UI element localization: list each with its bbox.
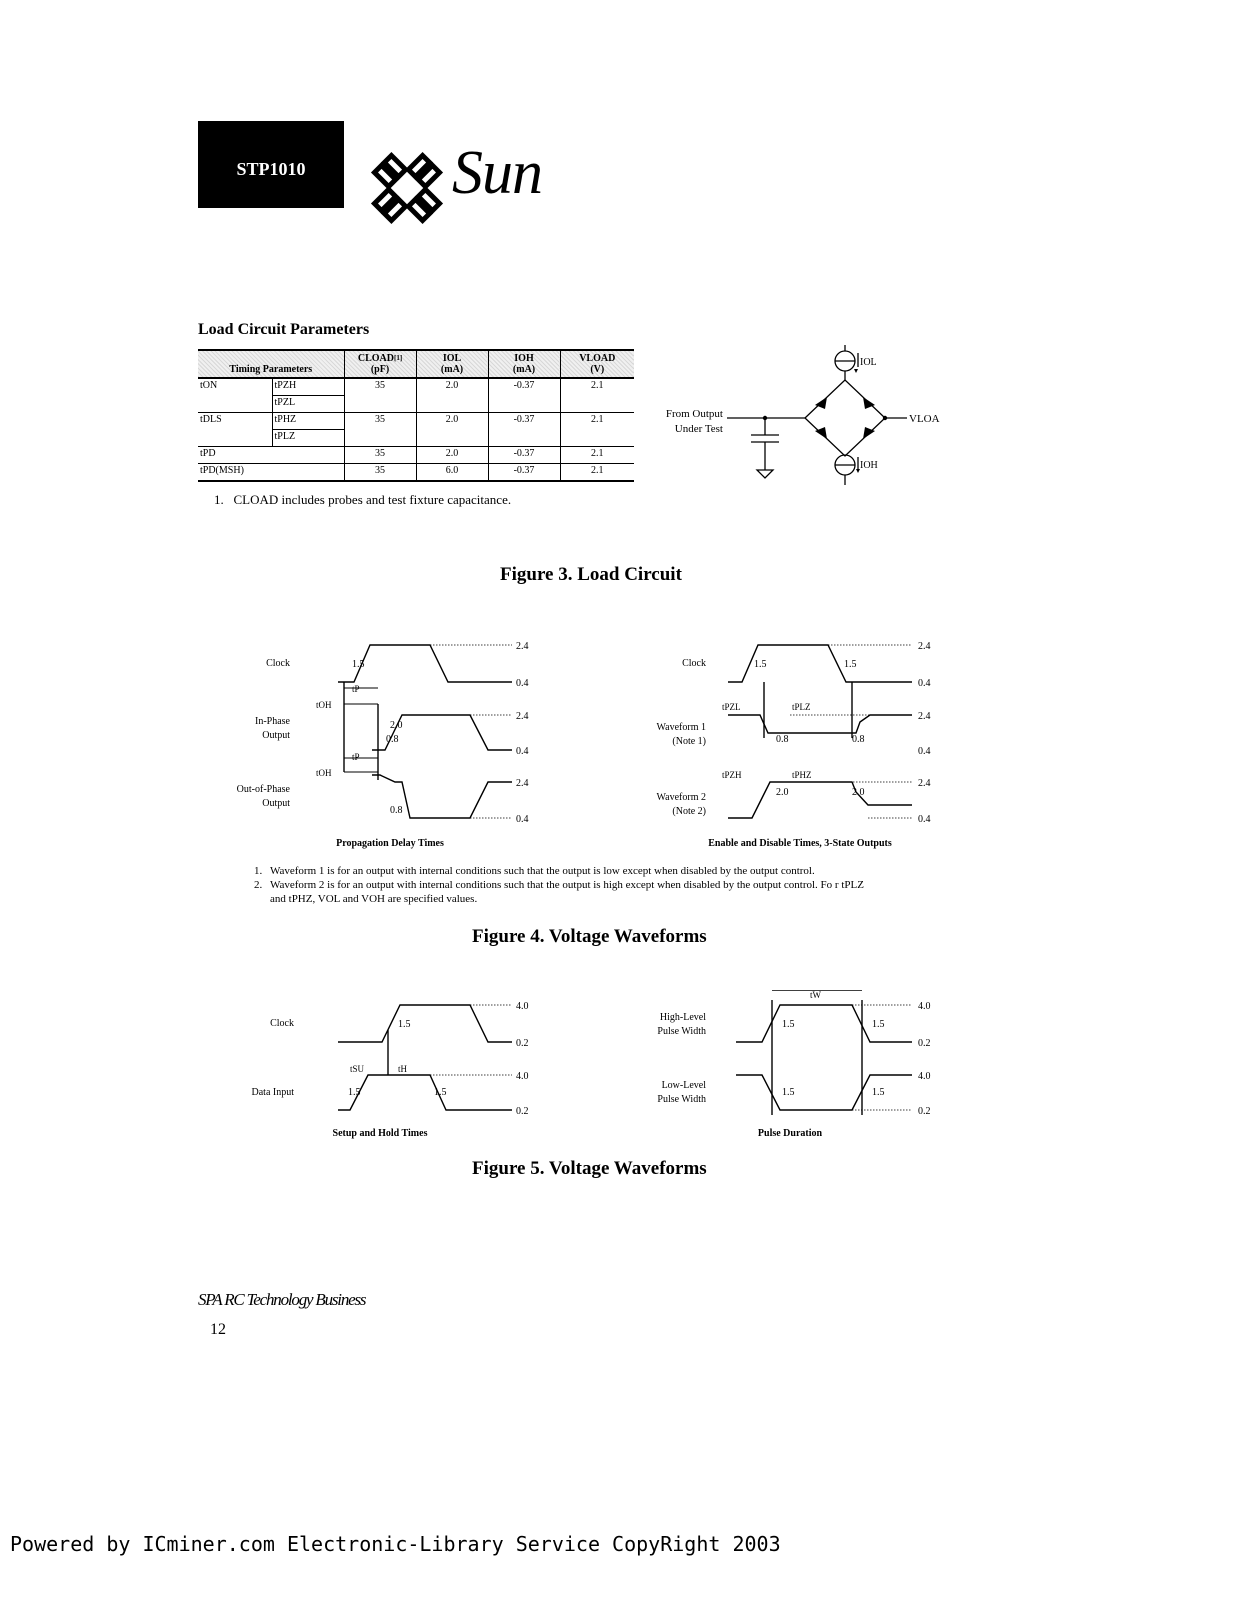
level-label: 0.4 [918, 814, 931, 825]
figure5-caption: Figure 5. Voltage Waveforms [472, 1158, 707, 1179]
pulse-duration-caption: Pulse Duration [757, 1128, 823, 1139]
threshold-label: 1.5 [352, 659, 365, 670]
threshold-label: 1.5 [782, 1087, 795, 1098]
row-tpd-iol: 2.0 [416, 447, 488, 464]
table-row [198, 464, 634, 482]
high-level-label-2: Pulse Width [657, 1026, 706, 1037]
tplz-label: tPLZ [792, 702, 811, 712]
threshold-label: 1.5 [348, 1087, 361, 1098]
low-level-label-1: Low-Level [661, 1080, 706, 1091]
header-iol-unit: (mA) [440, 364, 464, 375]
part-number-box [198, 121, 344, 208]
header-iol-label: IOL [442, 353, 462, 364]
enable-disable-caption: Enable and Disable Times, 3-State Outputs [708, 838, 892, 849]
row-tpd-vload: 2.1 [560, 447, 634, 464]
tp-label: tP [352, 684, 360, 694]
threshold-label: 2.0 [390, 720, 403, 731]
header-vload-label: VLOAD [579, 353, 616, 364]
level-label: 2.4 [918, 641, 931, 652]
th-label: tH [398, 1064, 407, 1074]
table-row [198, 413, 634, 430]
level-label: 0.2 [918, 1038, 931, 1049]
level-label: 0.4 [918, 746, 931, 757]
propagation-delay-diagram [230, 630, 560, 850]
level-label: 2.4 [918, 711, 931, 722]
powered-by-banner: Powered by ICminer.com Electronic-Library Service CopyRight 2003 [10, 1532, 781, 1556]
figure4-notes [254, 864, 864, 906]
threshold-label: 0.8 [390, 805, 403, 816]
ioh-label: IOH [860, 460, 878, 471]
row-tdls-iol: 2.0 [416, 413, 488, 447]
from-output-label: From Output [665, 408, 723, 420]
level-label: 0.4 [918, 678, 931, 689]
section-title: Load Circuit Parameters [198, 321, 370, 338]
tpzh-label: tPZH [722, 770, 742, 780]
footnote-text: CLOAD includes probes and test fixture capacitance. [233, 492, 512, 507]
threshold-label: 0.8 [386, 734, 399, 745]
header-cload [344, 350, 416, 378]
threshold-label: 1.5 [398, 1019, 411, 1030]
row-tpdmsh-ioh: -0.37 [488, 464, 560, 482]
page-number: 12 [210, 1321, 226, 1338]
header-vload-unit: (V) [590, 364, 605, 375]
waveform2-note: (Note 2) [672, 806, 706, 817]
row-tpdmsh-cload: 35 [344, 464, 416, 482]
table-header-row [198, 350, 634, 378]
row-ton-sub1: tPZH [272, 378, 344, 396]
header-ioh [488, 350, 560, 378]
figure3-caption: Figure 3. Load Circuit [500, 564, 682, 585]
threshold-label: 2.0 [852, 787, 865, 798]
vload-label: VLOA [909, 413, 940, 425]
level-label: 0.4 [516, 814, 529, 825]
level-label: 2.4 [516, 711, 529, 722]
header-ioh-label: IOH [514, 353, 534, 364]
footnote-number: 1. [214, 492, 224, 507]
low-level-label-2: Pulse Width [657, 1094, 706, 1105]
high-level-label-1: High-Level [659, 1012, 706, 1023]
table-footnote [214, 492, 511, 508]
threshold-label: 1.5 [754, 659, 767, 670]
footer-business: SPA RC Technology Business [198, 1290, 366, 1309]
waveform2-label: Waveform 2 [656, 792, 706, 803]
threshold-label: 1.5 [872, 1019, 885, 1030]
level-label: 4.0 [516, 1001, 529, 1012]
part-number: STP1010 [236, 159, 306, 179]
header-cload-sup: [1] [393, 354, 403, 362]
toh-label: tOH [316, 700, 332, 710]
row-tdls-sub2: tPLZ [272, 430, 344, 447]
row-tpdmsh-iol: 6.0 [416, 464, 488, 482]
level-label: 4.0 [918, 1071, 931, 1082]
waveform1-label: Waveform 1 [656, 722, 706, 733]
note-text: Waveform 2 is for an output with internal conditions such that the output is high except when disabled by the output control. Fo r tPLZ [270, 879, 864, 891]
propagation-caption: Propagation Delay Times [336, 838, 444, 849]
header-vload [560, 350, 634, 378]
level-label: 0.4 [516, 746, 529, 757]
inphase-label-2: Output [262, 730, 290, 741]
level-label: 2.4 [918, 778, 931, 789]
setup-hold-diagram [230, 990, 560, 1140]
note-item [254, 878, 864, 892]
brand-name: Sun [452, 139, 542, 207]
row-tpdmsh-vload: 2.1 [560, 464, 634, 482]
note-text: Waveform 1 is for an output with internal conditions such that the output is low except when disabled by the output control. [270, 865, 815, 877]
note-number: 1. [254, 865, 263, 877]
load-parameters-table [198, 349, 634, 482]
row-tdls-param: tDLS [198, 413, 272, 447]
row-tpd-ioh: -0.37 [488, 447, 560, 464]
note-item [254, 864, 864, 878]
level-label: 4.0 [516, 1071, 529, 1082]
level-label: 0.4 [516, 678, 529, 689]
header-iol [416, 350, 488, 378]
note-number: 2. [254, 879, 263, 891]
row-ton-sub2: tPZL [272, 396, 344, 413]
threshold-label: 1.5 [872, 1087, 885, 1098]
level-label: 4.0 [918, 1001, 931, 1012]
figure4-caption: Figure 4. Voltage Waveforms [472, 926, 707, 947]
toh-label: tOH [316, 768, 332, 778]
note-item [254, 892, 864, 906]
threshold-label: 1.5 [434, 1087, 447, 1098]
tp-label: tP [352, 752, 360, 762]
iol-label: IOL [860, 357, 877, 368]
clock-label: Clock [270, 1018, 294, 1029]
tpzl-label: tPZL [722, 702, 741, 712]
level-label: 2.4 [516, 641, 529, 652]
row-tdls-vload: 2.1 [560, 413, 634, 447]
row-tdls-sub1: tPHZ [272, 413, 344, 430]
setup-hold-caption: Setup and Hold Times [332, 1128, 428, 1139]
tphz-label: tPHZ [792, 770, 812, 780]
row-tpd-cload: 35 [344, 447, 416, 464]
row-tpdmsh-param: tPD(MSH) [198, 464, 344, 482]
row-ton-ioh: -0.37 [488, 378, 560, 413]
row-ton-vload: 2.1 [560, 378, 634, 413]
threshold-label: 0.8 [852, 734, 865, 745]
table-row [198, 378, 634, 396]
level-label: 2.4 [516, 778, 529, 789]
pulse-duration-diagram [640, 990, 970, 1140]
threshold-label: 2.0 [776, 787, 789, 798]
header-timing: Timing Parameters [198, 350, 344, 378]
header-cload-label: CLOAD [357, 353, 394, 364]
inphase-label-1: In-Phase [255, 716, 290, 727]
tsu-label: tSU [350, 1064, 365, 1074]
waveform1-note: (Note 1) [672, 736, 706, 747]
header-ioh-unit: (mA) [512, 364, 536, 375]
row-ton-cload: 35 [344, 378, 416, 413]
note-text-continued: and tPHZ, VOL and VOH are specified values. [270, 893, 478, 905]
threshold-label: 1.5 [782, 1019, 795, 1030]
row-ton-param: tON [198, 378, 272, 413]
outphase-label-1: Out-of-Phase [236, 784, 290, 795]
threshold-label: 1.5 [844, 659, 857, 670]
load-circuit-diagram [655, 345, 975, 495]
table-row [198, 447, 634, 464]
clock-label: Clock [266, 658, 290, 669]
tw-label: tW [810, 990, 821, 1000]
row-ton-iol: 2.0 [416, 378, 488, 413]
level-label: 0.2 [918, 1106, 931, 1117]
header-cload-unit: (pF) [370, 364, 390, 375]
level-label: 0.2 [516, 1038, 529, 1049]
row-tpd-param: tPD [198, 447, 344, 464]
data-input-label: Data Input [251, 1087, 294, 1098]
clock-label: Clock [682, 658, 706, 669]
outphase-label-2: Output [262, 798, 290, 809]
row-tdls-ioh: -0.37 [488, 413, 560, 447]
level-label: 0.2 [516, 1106, 529, 1117]
under-test-label: Under Test [674, 423, 723, 435]
enable-disable-diagram [640, 630, 970, 850]
sun-logo-icon [362, 146, 452, 230]
threshold-label: 0.8 [776, 734, 789, 745]
row-tdls-cload: 35 [344, 413, 416, 447]
